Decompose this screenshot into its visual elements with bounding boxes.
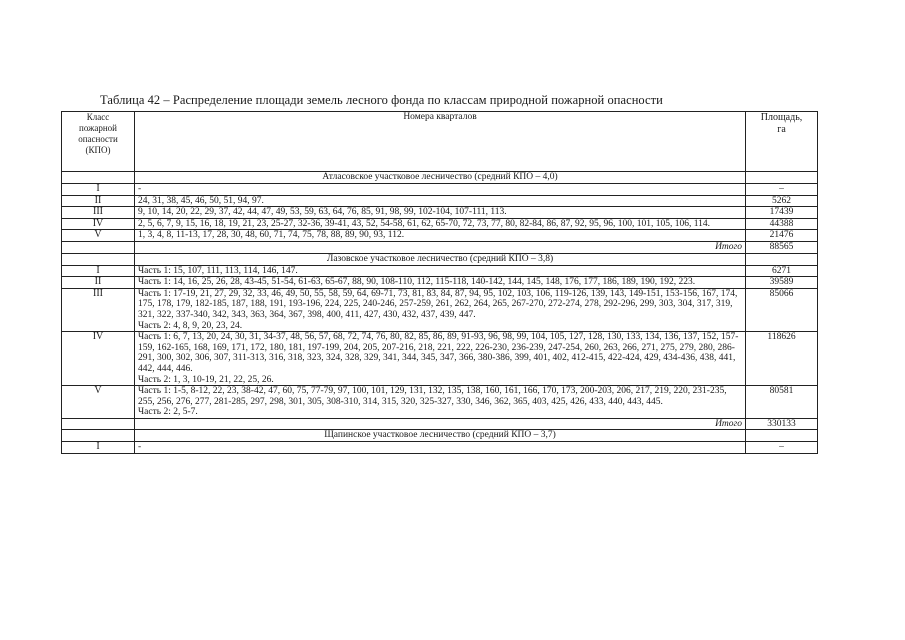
table-row [62, 230, 818, 242]
total-label: Итого [135, 241, 746, 253]
quarters-cell: - [135, 442, 746, 454]
table-row [62, 207, 818, 219]
class-cell: II [62, 195, 135, 207]
table-row [62, 288, 818, 331]
section-title-row [62, 253, 818, 265]
total-value: 88565 [746, 241, 818, 253]
table-caption: Таблица 42 – Распределение площади земель лесного фонда по классам природной пожарной опасности [100, 93, 663, 107]
quarters-cell: 9, 10, 14, 20, 22, 29, 37, 42, 44, 47, 49, 53, 59, 63, 64, 76, 85, 91, 98, 99, 102-104, 107-111, 113. [135, 207, 746, 219]
quarters-part-2: Часть 2: 2, 5-7. [138, 407, 198, 418]
table-row [62, 265, 818, 277]
area-cell: – [746, 184, 818, 196]
quarters-part-1: Часть 1: 1-5, 8-12, 22, 23, 38-42, 47, 60, 75, 77-79, 97, 100, 101, 129, 131, 132, 135, 138, 160, 161, 166, 170, 173, 200-203, 206, 217, 219, 220, 231-235, 255, 256, 276, 277, 281-285, 297, 298, 301, 305, 308-310, 314, 315, 320, 325-327, 330, 346, 362, 365, 403, 425, 426, 433, 440, 443, 445. [138, 386, 727, 407]
class-cell: V [62, 230, 135, 242]
table-header-row [62, 112, 818, 172]
area-cell: 5262 [746, 195, 818, 207]
class-cell: IV [62, 218, 135, 230]
area-cell: 80581 [746, 386, 818, 419]
table-row [62, 386, 818, 419]
area-cell: – [746, 442, 818, 454]
table-row [62, 277, 818, 289]
area-cell: 85066 [746, 288, 818, 331]
fire-danger-table [61, 111, 818, 454]
total-row [62, 241, 818, 253]
section-title: Атласовское участковое лесничество (средний КПО – 4,0) [135, 172, 746, 184]
quarters-cell: 24, 31, 38, 45, 46, 50, 51, 94, 97. [135, 195, 746, 207]
header-area: Площадь, га [746, 112, 818, 172]
section-title: Лазовское участковое лесничество (средний КПО – 3,8) [135, 253, 746, 265]
section-title-row [62, 430, 818, 442]
total-row [62, 418, 818, 430]
header-kpo: Класс пожарной опасности (КПО) [62, 112, 135, 172]
class-cell: IV [62, 332, 135, 386]
section-title-row [62, 172, 818, 184]
quarters-part-1: Часть 1: 17-19, 21, 27, 29, 32, 33, 46, 49, 50, 55, 58, 59, 64, 69-71, 73, 81, 83, 84, 87, 94, 95, 102, 103, 106, 119-126, 139, 143, 149-151, 153-156, 167, 174, 175, 178, 179, 182-185, 187, 188, 191, 193-196, 224, 225, 240-246, 257-259, 261, 262, 264, 265, 267-270, 272-274, 278, 292-296, 299, 303, 304, 317, 319, 321, 322, 337-340, 342, 343, 363, 364, 367, 398, 400, 411, 427, 430, 432, 437, 439, 447. [138, 288, 738, 320]
quarters-cell: 1, 3, 4, 8, 11-13, 17, 28, 30, 48, 60, 71, 74, 75, 78, 88, 89, 90, 93, 112. [135, 230, 746, 242]
section-title: Щапинское участковое лесничество (средний КПО – 3,7) [135, 430, 746, 442]
total-value: 330133 [746, 418, 818, 430]
quarters-cell: Часть 1: 14, 16, 25, 26, 28, 43-45, 51-54, 61-63, 65-67, 88, 90, 108-110, 112, 115-118, 140-142, 144, 145, 148, 176, 177, 186, 189, 190, 192, 223. [135, 277, 746, 289]
class-cell: I [62, 265, 135, 277]
header-quarters: Номера кварталов [135, 112, 746, 172]
class-cell: III [62, 288, 135, 331]
table-row [62, 218, 818, 230]
quarters-part-2: Часть 2: 4, 8, 9, 20, 23, 24. [138, 320, 243, 331]
quarters-cell: Часть 1: 15, 107, 111, 113, 114, 146, 147. [135, 265, 746, 277]
area-cell: 44388 [746, 218, 818, 230]
quarters-part-1: Часть 1: 6, 7, 13, 20, 24, 30, 31, 34-37, 48, 56, 57, 68, 72, 74, 76, 80, 82, 85, 86, 89, 91-93, 96, 98, 99, 104, 105, 127, 128, 130, 133, 134, 136, 137, 152, 157-159, 162-165, 168, 169, 171, 172, 180, 181, 197-199, 204, 205, 207-216, 218, 221, 222, 226-230, 236-239, 247-254, 260, 263, 266, 271, 275, 279, 280, 286-291, 300, 302, 306, 307, 311-313, 316, 318, 323, 324, 328, 329, 341, 344, 345, 347, 366, 380-386, 399, 401, 402, 412-415, 422-424, 429, 434-436, 438, 441, 442, 444, 446. [138, 332, 739, 374]
quarters-cell [135, 288, 746, 331]
table-row [62, 184, 818, 196]
class-cell: II [62, 277, 135, 289]
area-cell: 21476 [746, 230, 818, 242]
table-row [62, 195, 818, 207]
quarters-cell: - [135, 184, 746, 196]
area-cell: 17439 [746, 207, 818, 219]
class-cell: V [62, 386, 135, 419]
area-cell: 118626 [746, 332, 818, 386]
class-cell: I [62, 442, 135, 454]
area-cell: 6271 [746, 265, 818, 277]
class-cell: III [62, 207, 135, 219]
quarters-part-2: Часть 2: 1, 3, 10-19, 21, 22, 25, 26. [138, 374, 274, 385]
quarters-cell [135, 332, 746, 386]
table-row [62, 442, 818, 454]
quarters-cell [135, 386, 746, 419]
quarters-cell: 2, 5, 6, 7, 9, 15, 16, 18, 19, 21, 23, 25-27, 32-36, 39-41, 43, 52, 54-58, 61, 62, 65-70, 72, 73, 77, 80, 82-84, 86, 87, 92, 95, 96, 100, 101, 105, 106, 114. [135, 218, 746, 230]
area-cell: 39589 [746, 277, 818, 289]
total-label: Итого [135, 418, 746, 430]
table-row [62, 332, 818, 386]
class-cell: I [62, 184, 135, 196]
